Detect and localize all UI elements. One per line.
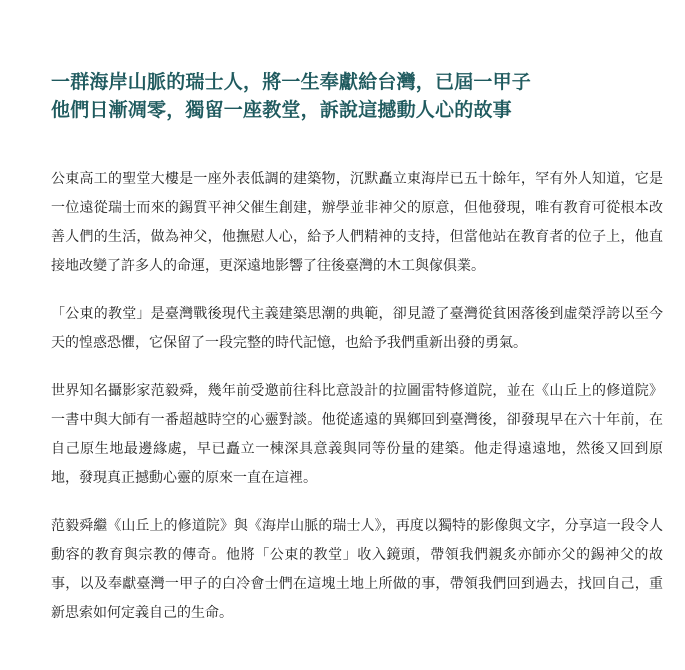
headline-line-1: 一群海岸山脈的瑞士人，將一生奉獻給台灣，已屆一甲子 xyxy=(51,71,532,93)
paragraph-1: 公東高工的聖堂大樓是一座外表低調的建築物，沉默矗立東海岸已五十餘年，罕有外人知道，它是一位遠從瑞士而來的錫質平神父催生創建，辦學並非神父的原意，但他發現，唯有教育可從根本改善人們的生活，做為神父，他撫慰人心，給予人們精神的支持，但當他站在教育者的位子上，他直接地改變了許多人的命運，更深遠地影響了往後臺灣的木工與傢俱業。 xyxy=(51,171,663,274)
paragraph-2: 「公東的教堂」是臺灣戰後現代主義建築思潮的典範，卻見證了臺灣從貧困落後到虛榮浮誇以至今天的惶惑恐懼，它保留了一段完整的時代記憶，也給予我們重新出發的勇氣。 xyxy=(51,306,663,351)
headline-line-2: 他們日漸凋零，獨留一座教堂，訴說這撼動人心的故事 xyxy=(51,99,512,121)
paragraph-3: 世界知名攝影家范毅舜，幾年前受邀前往科比意設計的拉圖雷特修道院，並在《山丘上的修道院》一書中與大師有一番超越時空的心靈對談。他從遙遠的異鄉回到臺灣後，卻發現早在六十年前，在自己原生地最邊緣處，早已矗立一棟深具意義與同等份量的建築。他走得遠遠地，然後又回到原地，發現真正撼動心靈的原來一直在這裡。 xyxy=(51,383,663,486)
paragraph-4: 范毅舜繼《山丘上的修道院》與《海岸山脈的瑞士人》，再度以獨特的影像與文字，分享這一段令人動容的教育與宗教的傳奇。他將「公東的教堂」收入鏡頭，帶領我們親炙亦師亦父的錫神父的故事，以及奉獻臺灣一甲子的白冷會士們在這塊土地上所做的事，帶領我們回到過去，找回自己，重新思索如何定義自己的生命。 xyxy=(51,518,663,621)
headline xyxy=(51,68,651,124)
description-body xyxy=(51,165,663,647)
